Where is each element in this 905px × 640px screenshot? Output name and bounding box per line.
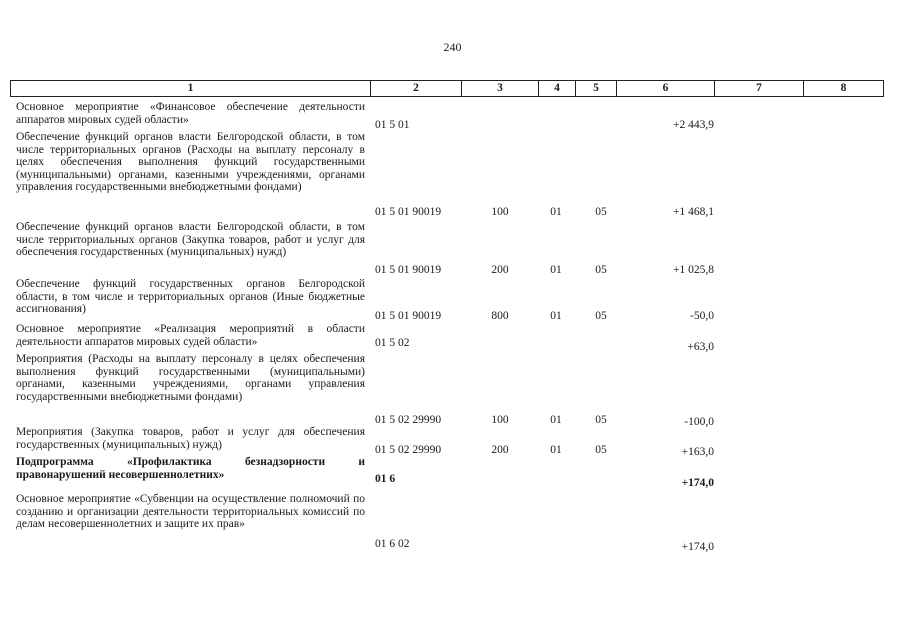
row-code: 01 5 01 90019 xyxy=(375,206,442,218)
row-amount: -50,0 xyxy=(690,310,714,322)
row-description: Мероприятия (Закупка товаров, работ и услуг для обеспечения государственных (муниципальных) нужд) xyxy=(16,426,365,451)
row-code: 01 5 01 90019 xyxy=(375,310,442,322)
row-code: 01 6 xyxy=(375,473,396,485)
row-expense-type: 100 xyxy=(491,206,509,218)
row-subsection: 05 xyxy=(595,206,607,218)
column-header-table xyxy=(10,80,884,97)
row-expense-type: 200 xyxy=(491,444,509,456)
row-description: Обеспечение функций органов власти Белгородской области, в том числе территориальных органов (Расходы на выплату персоналу в целях обеспечения выполнения функций государственными (муниципальными) органами, казенными учреждениями, органами управления государственными внебюджетными фондами) xyxy=(16,131,365,194)
row-amount: +174,0 xyxy=(681,541,714,553)
page-number: 240 xyxy=(443,40,462,54)
row-subsection: 05 xyxy=(595,264,607,276)
row-subsection: 05 xyxy=(595,414,607,426)
row-description: Мероприятия (Расходы на выплату персоналу в целях обеспечения выполнения функций государственными (муниципальными) органами, казенными учреждениями, органами управления государственными внебюджетными фондами) xyxy=(16,353,365,403)
row-amount: +163,0 xyxy=(681,446,714,458)
row-amount: -100,0 xyxy=(684,416,714,428)
row-section: 01 xyxy=(550,206,562,218)
row-description: Обеспечение функций органов власти Белгородской области, в том числе территориальных органов (Закупка товаров, работ и услуг для обеспечения государственных (муниципальных) нужд) xyxy=(16,221,365,259)
row-expense-type: 100 xyxy=(491,414,509,426)
row-section: 01 xyxy=(550,444,562,456)
row-amount: +174,0 xyxy=(681,477,714,489)
row-code: 01 5 02 29990 xyxy=(375,414,442,426)
row-expense-type: 200 xyxy=(491,264,509,276)
column-header-1: 1 xyxy=(11,81,371,97)
row-section: 01 xyxy=(550,310,562,322)
row-subsection: 05 xyxy=(595,444,607,456)
row-amount: +1 468,1 xyxy=(673,206,714,218)
row-code: 01 5 02 xyxy=(375,337,410,349)
row-amount: +2 443,9 xyxy=(673,119,714,131)
column-header-4: 4 xyxy=(539,81,576,97)
row-section: 01 xyxy=(550,414,562,426)
column-header-3: 3 xyxy=(462,81,539,97)
row-subsection: 05 xyxy=(595,310,607,322)
row-expense-type: 800 xyxy=(491,310,509,322)
row-code: 01 6 02 xyxy=(375,538,410,550)
row-description: Основное мероприятие «Финансовое обеспечение деятельности аппаратов мировых судей области» xyxy=(16,101,365,126)
row-code: 01 5 01 90019 xyxy=(375,264,442,276)
row-code: 01 5 01 xyxy=(375,119,410,131)
row-amount: +63,0 xyxy=(687,341,714,353)
column-header-5: 5 xyxy=(576,81,617,97)
row-description: Основное мероприятие «Субвенции на осуществление полномочий по созданию и организации деятельности территориальных комиссий по делам несовершеннолетних и защите их прав» xyxy=(16,493,365,531)
row-amount: +1 025,8 xyxy=(673,264,714,276)
row-code: 01 5 02 29990 xyxy=(375,444,442,456)
column-header-2: 2 xyxy=(371,81,462,97)
row-description: Подпрограмма «Профилактика безнадзорности и правонарушений несовершеннолетних» xyxy=(16,456,365,481)
row-description: Основное мероприятие «Реализация мероприятий в области деятельности аппаратов мировых судей области» xyxy=(16,323,365,348)
row-description: Обеспечение функций государственных органов Белгородской области, в том числе и территориальных органов (Иные бюджетные ассигнования) xyxy=(16,278,365,316)
column-header-6: 6 xyxy=(617,81,715,97)
column-header-7: 7 xyxy=(715,81,804,97)
column-header-8: 8 xyxy=(804,81,884,97)
row-section: 01 xyxy=(550,264,562,276)
